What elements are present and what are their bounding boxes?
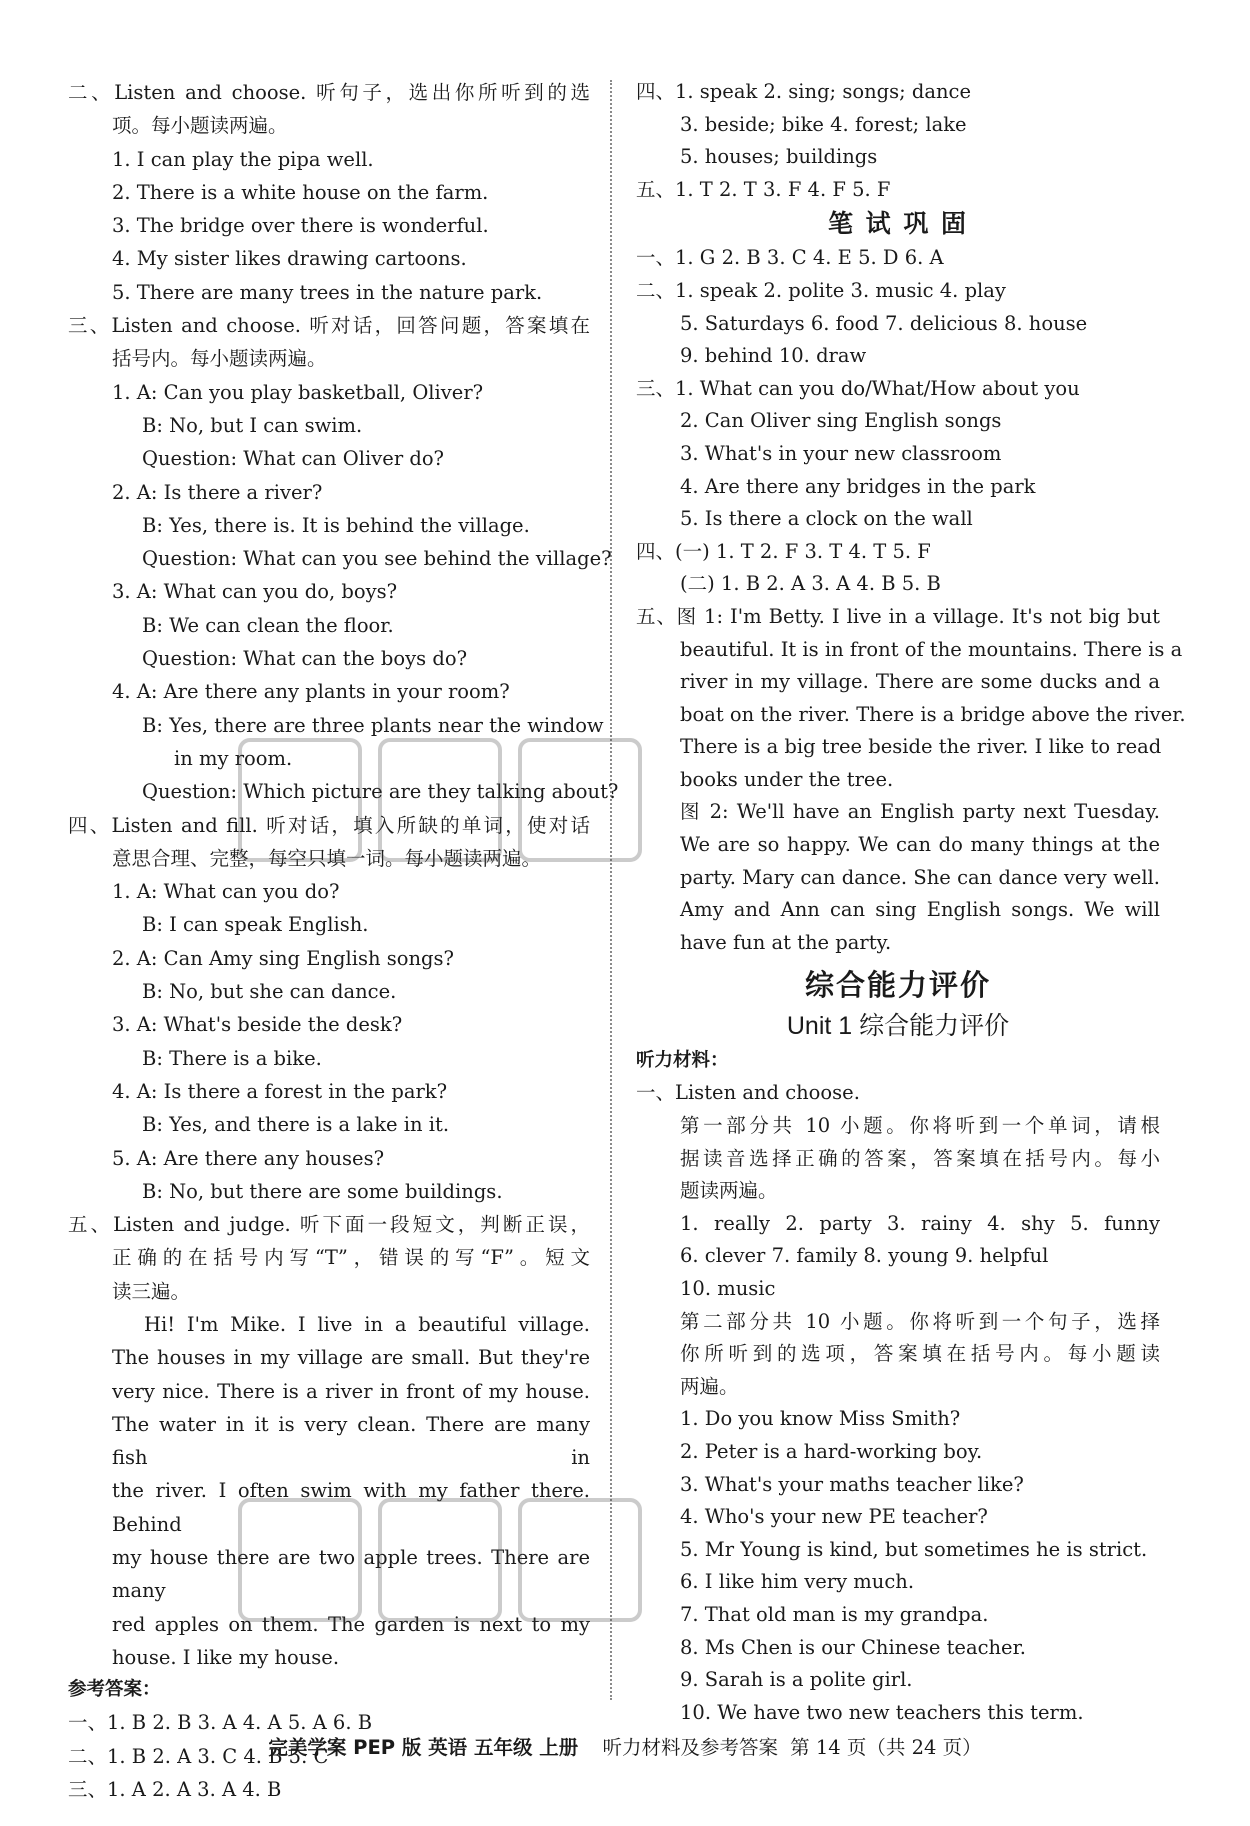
passage-line: house. I like my house. — [112, 1645, 340, 1669]
instruction-line: 据读音选择正确的答案，答案填在括号内。每小 — [680, 1146, 1160, 1170]
dialog-line: B: We can clean the floor. — [142, 613, 394, 637]
dialog-line: 1. A: What can you do? — [112, 880, 340, 904]
dialog-line: 2. A: Is there a river? — [112, 480, 323, 504]
dialog-line: 4. A: Is there a forest in the park? — [112, 1079, 448, 1103]
dialog-line: 3. A: What's beside the desk? — [112, 1013, 403, 1037]
essay-line: beautiful. It is in front of the mountains. There is a — [680, 637, 1183, 661]
dialog-line: 1. A: Can you play basketball, Oliver? — [112, 380, 484, 404]
dialog-question: Question: What can Oliver do? — [142, 447, 445, 471]
list-item: 3. The bridge over there is wonderful. — [112, 214, 489, 238]
dialog-line: 3. A: What can you do, boys? — [112, 580, 398, 604]
answer-row: 五、1. T 2. T 3. F 4. F 5. F — [636, 177, 891, 201]
passage-line: The water in it is very clean. There are many fish in — [112, 1412, 590, 1470]
answer-row: 2. Can Oliver sing English songs — [680, 409, 1002, 433]
passage-line: Hi! I'm Mike. I live in a beautiful village. — [144, 1312, 590, 1336]
sentence-item: 2. Peter is a hard-working boy. — [680, 1439, 983, 1463]
instruction-line: 第二部分共 10 小题。你将听到一个句子，选择 — [680, 1309, 1160, 1333]
dialog-line: B: No, but she can dance. — [142, 980, 397, 1004]
section-5-title-cont: 正确的在括号内写“T”，错误的写“F”。短文 — [112, 1246, 590, 1270]
essay-line: There is a big tree beside the river. I like to read — [680, 735, 1162, 759]
page-footer — [0, 1732, 1250, 1760]
section-1-title: 一、Listen and choose. — [636, 1081, 860, 1105]
dialog-question: Question: What can you see behind the village? — [142, 547, 612, 571]
essay-line: 五、图 1: I'm Betty. I live in a village. It's not big but — [636, 604, 1160, 628]
answer-row: 5. houses; buildings — [680, 145, 878, 169]
essay-line: party. Mary can dance. She can dance very well. — [680, 865, 1160, 889]
dialog-question: Question: Which picture are they talking about? — [142, 780, 619, 804]
section-4-title: 四、Listen and fill. 听对话，填入所缺的单词，使对话 — [68, 813, 590, 837]
section-2-title-cont: 项。每小题读两遍。 — [112, 114, 288, 138]
page-number: 第 14 页（共 24 页） — [790, 1736, 982, 1759]
watermark-graphic — [230, 720, 650, 880]
sentence-item: 1. Do you know Miss Smith? — [680, 1407, 961, 1431]
answer-row: 四、1. speak 2. sing; songs; dance — [636, 80, 972, 103]
answer-row: (二) 1. B 2. A 3. A 4. B 5. B — [680, 572, 941, 596]
answer-row: 一、1. B 2. B 3. A 4. A 5. A 6. B — [68, 1711, 373, 1735]
section-2-title: 二、Listen and choose. 听句子，选出你所听到的选 — [68, 81, 590, 104]
word-list: 1. really 2. party 3. rainy 4. shy 5. funny — [680, 1211, 1160, 1235]
dialog-line: 4. A: Are there any plants in your room? — [112, 680, 510, 704]
answer-row: 四、(一) 1. T 2. F 3. T 4. T 5. F — [636, 539, 931, 563]
dialog-line: 5. A: Are there any houses? — [112, 1146, 385, 1170]
dialog-line: B: There is a bike. — [142, 1046, 322, 1070]
sentence-item: 10. We have two new teachers this term. — [680, 1700, 1084, 1724]
passage-line: The houses in my village are small. But they're — [112, 1346, 590, 1370]
word-list: 6. clever 7. family 8. young 9. helpful — [680, 1244, 1049, 1268]
written-practice-title: 笔 试 巩 固 — [827, 209, 969, 239]
section-5-title: 五、Listen and judge. 听下面一段短文，判断正误， — [68, 1213, 590, 1237]
essay-line: river in my village. There are some ducks and a — [680, 670, 1160, 694]
sentence-item: 3. What's your maths teacher like? — [680, 1472, 1024, 1496]
sentence-item: 4. Who's your new PE teacher? — [680, 1505, 988, 1529]
sentence-item: 9. Sarah is a polite girl. — [680, 1668, 913, 1692]
watermark-graphic — [230, 1480, 650, 1640]
answer-row: 5. Saturdays 6. food 7. delicious 8. house — [680, 311, 1088, 335]
answer-row: 5. Is there a clock on the wall — [680, 507, 973, 531]
dialog-line: B: Yes, there are three plants near the window — [142, 713, 604, 737]
dialog-line: B: Yes, and there is a lake in it. — [142, 1113, 450, 1137]
answer-row: 三、1. A 2. A 3. A 4. B — [68, 1777, 282, 1801]
sentence-item: 7. That old man is my grandpa. — [680, 1602, 989, 1626]
essay-line: We are so happy. We can do many things at the — [680, 833, 1160, 857]
unit-title: Unit 1 综合能力评价 — [786, 1012, 1010, 1041]
instruction-line: 第一部分共 10 小题。你将听到一个单词，请根 — [680, 1114, 1160, 1138]
passage-line: very nice. There is a river in front of my house. — [112, 1379, 590, 1403]
book-title: 完美学案 PEP 版 英语 五年级 上册 — [268, 1736, 579, 1759]
dialog-line: B: I can speak English. — [142, 913, 369, 937]
section-3-title: 三、Listen and choose. 听对话，回答问题，答案填在 — [68, 314, 590, 338]
list-item: 1. I can play the pipa well. — [112, 147, 374, 171]
right-column — [636, 76, 1186, 1729]
answer-row: 4. Are there any bridges in the park — [680, 474, 1036, 498]
passage-line: my house there are two apple trees. There are many — [112, 1546, 590, 1603]
list-item: 5. There are many trees in the nature park. — [112, 280, 543, 304]
answer-row: 二、1. speak 2. polite 3. music 4. play — [636, 278, 1006, 302]
answer-row: 一、1. G 2. B 3. C 4. E 5. D 6. A — [636, 246, 944, 270]
instruction-line: 你所听到的选项，答案填在括号内。每小题读 — [680, 1342, 1160, 1366]
dialog-line-cont: in my room. — [174, 746, 293, 770]
answer-row: 二、1. B 2. A 3. C 4. B 5. C — [68, 1744, 329, 1768]
dialog-question: Question: What can the boys do? — [142, 647, 468, 671]
instruction-line: 两遍。 — [680, 1374, 739, 1398]
answer-row: 3. beside; bike 4. forest; lake — [680, 112, 967, 136]
dialog-line: B: No, but there are some buildings. — [142, 1179, 503, 1203]
sentence-item: 6. I like him very much. — [680, 1570, 915, 1594]
list-item: 2. There is a white house on the farm. — [112, 180, 489, 204]
instruction-line: 题读两遍。 — [680, 1179, 778, 1203]
passage-line: red apples on them. The garden is next to my — [112, 1612, 590, 1636]
sentence-item: 8. Ms Chen is our Chinese teacher. — [680, 1635, 1026, 1659]
answer-row: 9. behind 10. draw — [680, 344, 867, 368]
word-list: 10. music — [680, 1277, 776, 1300]
answer-row: 3. What's in your new classroom — [680, 441, 1002, 465]
essay-line: 图 2: We'll have an English party next Tuesday. — [680, 800, 1160, 824]
essay-line: books under the tree. — [680, 767, 894, 791]
evaluation-title: 综合能力评价 — [804, 968, 991, 1003]
essay-line: Amy and Ann can sing English songs. We will — [680, 898, 1160, 922]
dialog-line: B: Yes, there is. It is behind the village. — [142, 513, 530, 537]
dialog-line: 2. A: Can Amy sing English songs? — [112, 946, 454, 970]
answers-label: 参考答案： — [68, 1679, 161, 1701]
listening-material-label: 听力材料： — [636, 1050, 729, 1072]
section-4-title-cont: 意思合理、完整，每空只填一词。每小题读两遍。 — [112, 846, 542, 870]
sentence-item: 5. Mr Young is kind, but sometimes he is strict. — [680, 1537, 1148, 1561]
dialog-line: B: No, but I can swim. — [142, 413, 363, 437]
answer-row: 三、1. What can you do/What/How about you — [636, 376, 1080, 400]
passage-line: the river. I often swim with my father there. Behind — [112, 1479, 590, 1536]
list-item: 4. My sister likes drawing cartoons. — [112, 247, 467, 271]
section-3-title-cont: 括号内。每小题读两遍。 — [112, 347, 327, 371]
section-5-title-cont: 读三遍。 — [112, 1279, 191, 1303]
essay-line: boat on the river. There is a bridge above the river. — [680, 702, 1186, 726]
column-divider — [610, 80, 612, 1700]
essay-line: have fun at the party. — [680, 930, 892, 954]
footer-description: 听力材料及参考答案 — [602, 1736, 778, 1759]
